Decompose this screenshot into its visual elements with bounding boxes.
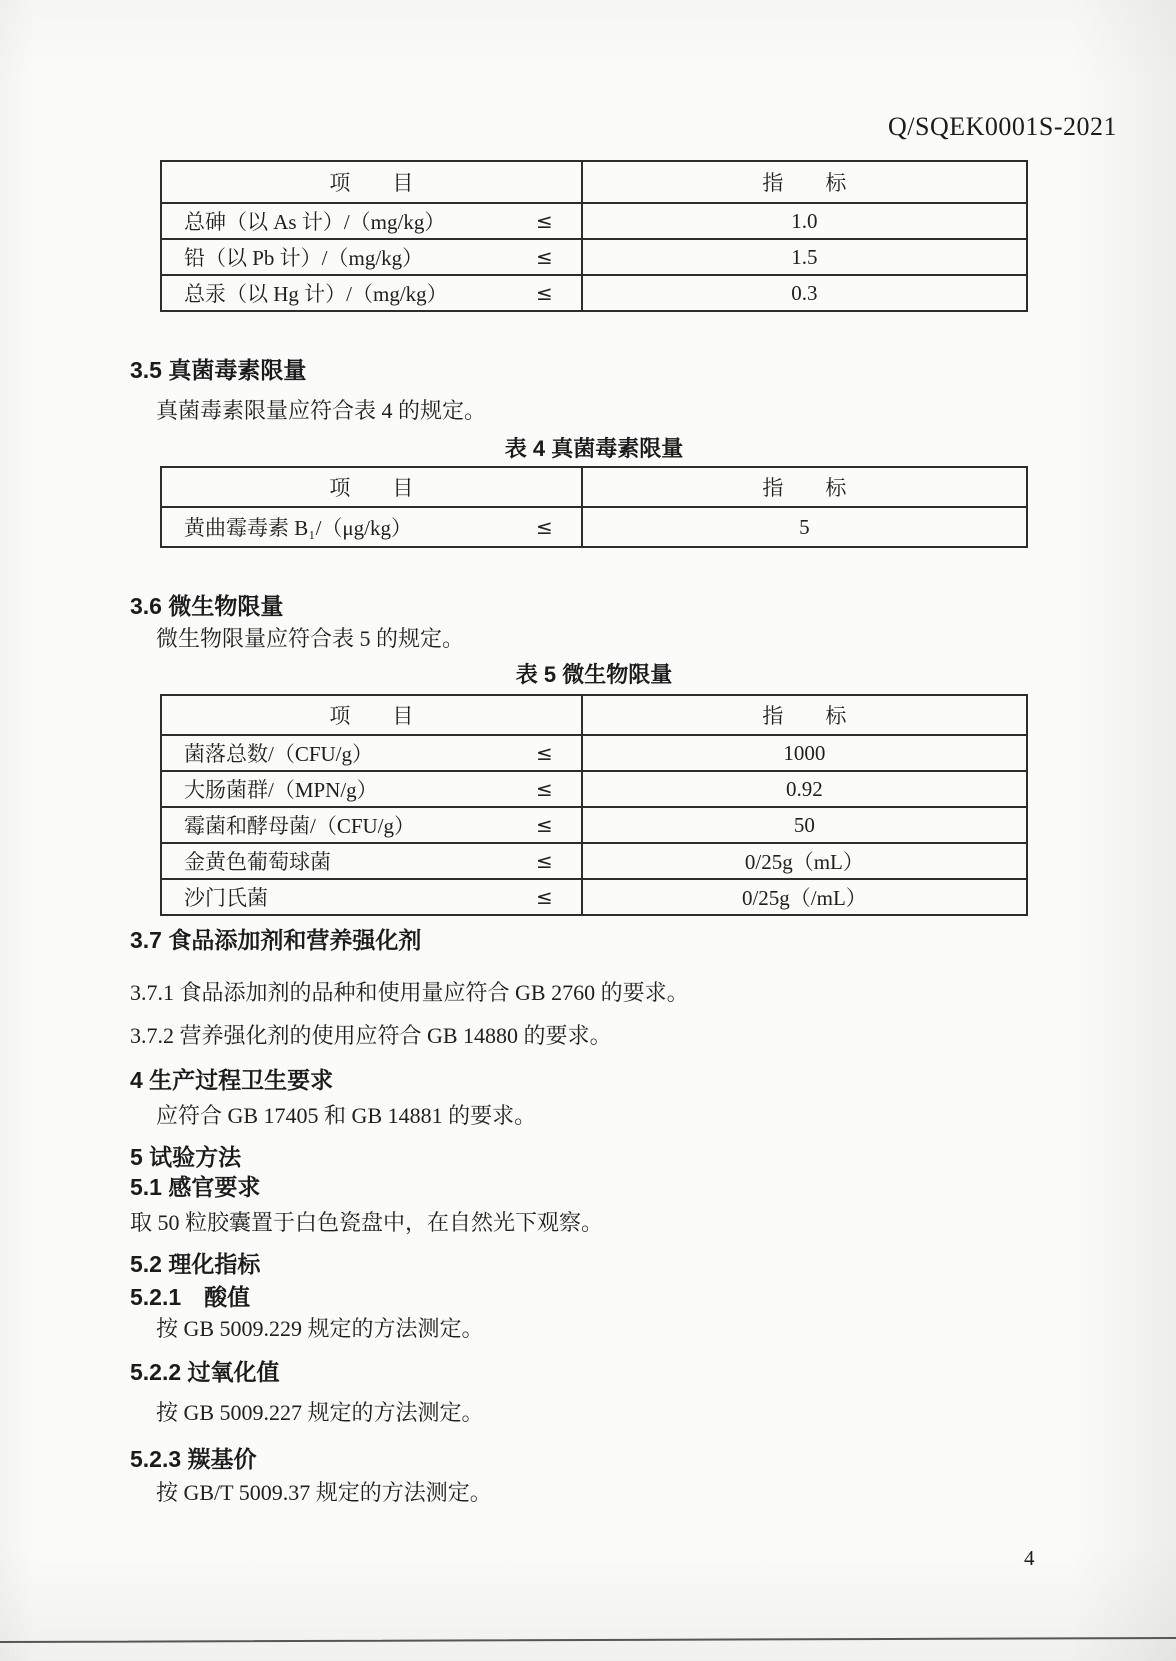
section-heading-5: 5 试验方法 bbox=[130, 1144, 242, 1170]
header-cell-item: 项 目 bbox=[162, 696, 583, 734]
header-cell-value: 指 标 bbox=[762, 704, 847, 728]
leq-symbol: ≤ bbox=[536, 885, 553, 909]
section-body-5-2-1: 按 GB 5009.229 规定的方法测定。 bbox=[156, 1316, 484, 1341]
table5-caption: 表 5 微生物限量 bbox=[515, 662, 673, 687]
leq-symbol: ≤ bbox=[536, 281, 553, 305]
header-cell-value: 指 标 bbox=[762, 171, 847, 195]
table4-caption: 表 4 真菌毒素限量 bbox=[504, 436, 684, 461]
item-value: 0/25g（mL） bbox=[744, 850, 864, 874]
leq-symbol: ≤ bbox=[536, 515, 553, 539]
section-heading-5-2-1: 5.2.1 酸值 bbox=[130, 1284, 251, 1310]
section-heading-5-1: 5.1 感官要求 bbox=[130, 1174, 261, 1200]
section-heading-5-2: 5.2 理化指标 bbox=[130, 1251, 261, 1277]
leq-symbol: ≤ bbox=[536, 209, 553, 233]
doc-number: Q/SQEK0001S-2021 bbox=[887, 112, 1117, 141]
mycotoxin-table bbox=[160, 466, 1028, 548]
page-number: 4 bbox=[1024, 1546, 1035, 1570]
section-body-3-7-1: 3.7.1 食品添加剂的品种和使用量应符合 GB 2760 的要求。 bbox=[130, 980, 689, 1005]
item-value: 50 bbox=[793, 812, 815, 837]
header-cell-item: 项 目 bbox=[162, 468, 583, 506]
section-heading-4: 4 生产过程卫生要求 bbox=[130, 1067, 334, 1093]
leq-symbol: ≤ bbox=[536, 849, 553, 873]
section-body-5-1: 取 50 粒胶囊置于白色瓷盘中，在自然光下观察。 bbox=[130, 1210, 604, 1235]
header-cell-value: 指 标 bbox=[762, 476, 847, 500]
item-label: 总汞（以 Hg 计）/（mg/kg） bbox=[184, 282, 448, 306]
section-heading-3-5: 3.5 真菌毒素限量 bbox=[130, 357, 307, 383]
item-value: 0/25g（/mL） bbox=[741, 886, 867, 910]
leq-symbol: ≤ bbox=[536, 777, 553, 801]
section-heading-3-6: 3.6 微生物限量 bbox=[130, 593, 284, 619]
table-row bbox=[162, 770, 1026, 806]
item-label: 总砷（以 As 计）/（mg/kg） bbox=[184, 210, 446, 234]
item-label: 霉菌和酵母菌/（CFU/g） bbox=[184, 814, 416, 838]
microbial-table bbox=[160, 694, 1028, 916]
item-label: 大肠菌群/（MPN/g） bbox=[184, 778, 378, 802]
item-label: 沙门氏菌 bbox=[184, 886, 268, 910]
item-value: 1.5 bbox=[791, 244, 818, 269]
table-row bbox=[162, 274, 1026, 310]
leq-symbol: ≤ bbox=[536, 813, 553, 837]
table-header-row bbox=[162, 696, 1026, 734]
item-value: 0.3 bbox=[791, 280, 818, 305]
section-heading-5-2-3: 5.2.3 羰基价 bbox=[130, 1446, 257, 1472]
table-row bbox=[162, 806, 1026, 842]
table-row bbox=[162, 878, 1026, 914]
section-body-5-2-3: 按 GB/T 5009.37 规定的方法测定。 bbox=[156, 1480, 492, 1505]
table-row bbox=[162, 202, 1026, 238]
item-value: 1000 bbox=[783, 740, 826, 765]
section-heading-5-2-2: 5.2.2 过氧化值 bbox=[130, 1359, 280, 1385]
item-value: 0.92 bbox=[786, 776, 823, 801]
leq-symbol: ≤ bbox=[536, 741, 553, 765]
section-body-3-6: 微生物限量应符合表 5 的规定。 bbox=[156, 626, 465, 651]
item-label: 黄曲霉毒素 B₁/（μg/kg） bbox=[184, 516, 413, 540]
section-body-3-7-2: 3.7.2 营养强化剂的使用应符合 GB 14880 的要求。 bbox=[130, 1023, 612, 1048]
section-heading-3-7: 3.7 食品添加剂和营养强化剂 bbox=[130, 927, 422, 953]
item-value: 1.0 bbox=[791, 208, 818, 233]
section-body-5-2-2: 按 GB 5009.227 规定的方法测定。 bbox=[156, 1400, 484, 1425]
item-label: 铅（以 Pb 计）/（mg/kg） bbox=[184, 246, 424, 270]
item-value: 5 bbox=[799, 514, 810, 539]
header-cell-item: 项 目 bbox=[162, 162, 583, 202]
leq-symbol: ≤ bbox=[536, 245, 553, 269]
item-label: 菌落总数/（CFU/g） bbox=[184, 742, 374, 766]
heavy-metals-table bbox=[160, 160, 1028, 312]
table-row bbox=[162, 506, 1026, 546]
table-row bbox=[162, 238, 1026, 274]
section-body-3-5: 真菌毒素限量应符合表 4 的规定。 bbox=[156, 398, 487, 423]
table-header-row bbox=[162, 468, 1026, 506]
table-header-row bbox=[162, 162, 1026, 202]
table-row bbox=[162, 842, 1026, 878]
page-bottom-edge-line bbox=[0, 1637, 1176, 1643]
table-row bbox=[162, 734, 1026, 770]
item-label: 金黄色葡萄球菌 bbox=[184, 850, 331, 874]
section-body-4: 应符合 GB 17405 和 GB 14881 的要求。 bbox=[156, 1103, 537, 1128]
